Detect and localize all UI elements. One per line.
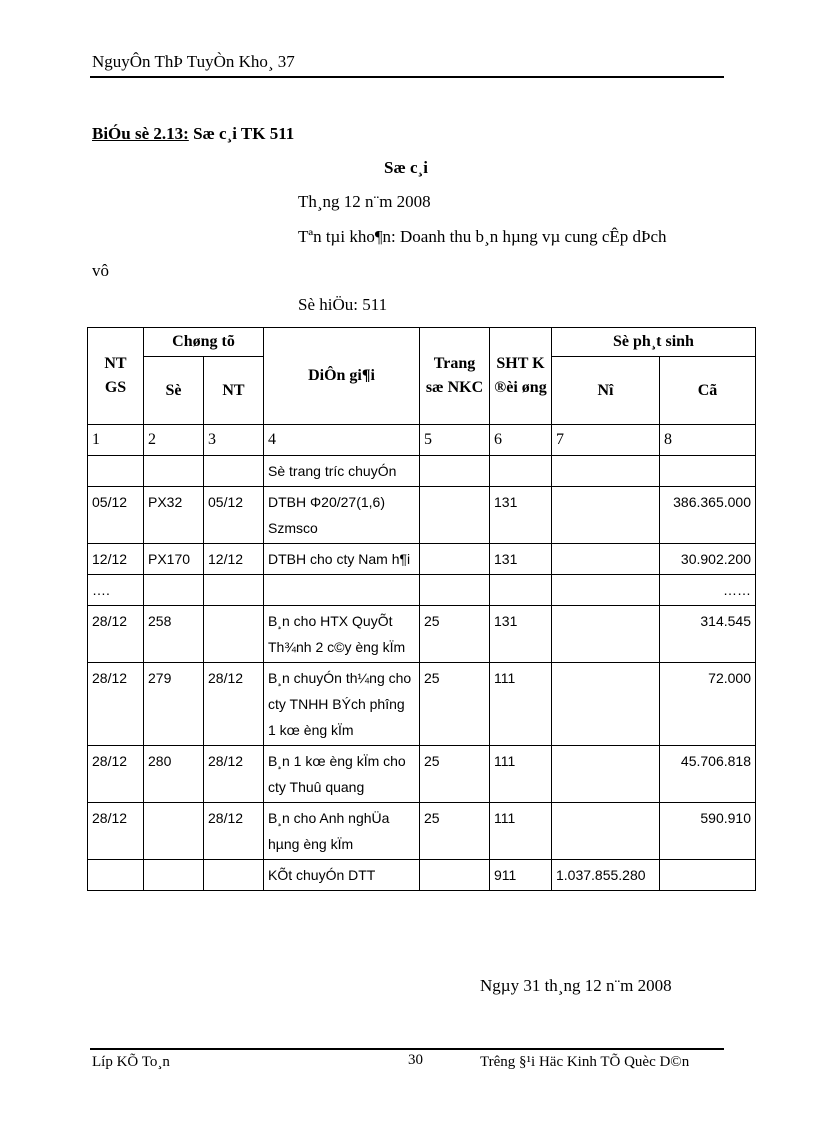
table-row <box>88 803 756 860</box>
cell-dien-giai: KÕt chuyÓn DTT <box>264 860 420 891</box>
cell-nt-gs <box>88 456 144 487</box>
cell-shtk <box>490 575 552 606</box>
cell-no <box>552 803 660 860</box>
cell-nt <box>204 606 264 663</box>
cell-shtk: 111 <box>490 663 552 746</box>
cell-so: PX32 <box>144 487 204 544</box>
figure-title: Sæ c¸i TK 511 <box>188 124 295 143</box>
header-nt-gs: NT GS <box>88 328 144 425</box>
footer-divider <box>90 1048 724 1050</box>
cell-nt <box>204 456 264 487</box>
cell-trang-so <box>420 487 490 544</box>
cell-trang-so <box>420 860 490 891</box>
cell-so: PX170 <box>144 544 204 575</box>
cell-dien-giai: Sè trang tríc chuyÓn <box>264 456 420 487</box>
figure-caption <box>92 124 294 144</box>
account-name-line1: Tªn tµi kho¶n: Doanh thu b¸n hµng vµ cung cÊp dÞch <box>298 227 667 246</box>
cell-trang-so: 25 <box>420 803 490 860</box>
cell-so <box>144 456 204 487</box>
cell-shtk: 111 <box>490 746 552 803</box>
cell-nt: 28/12 <box>204 803 264 860</box>
figure-label: BiÓu sè 2.13: <box>92 124 189 143</box>
cell-trang-so: 25 <box>420 746 490 803</box>
cell-no <box>552 746 660 803</box>
cell-nt <box>204 575 264 606</box>
cell-so: 279 <box>144 663 204 746</box>
cell-shtk: 131 <box>490 606 552 663</box>
cell-nt-gs: 28/12 <box>88 803 144 860</box>
cell-so: 280 <box>144 746 204 803</box>
cell-dien-giai: DTBH Φ20/27(1,6) Szmsco <box>264 487 420 544</box>
cell-so: 258 <box>144 606 204 663</box>
cell-co <box>660 456 756 487</box>
column-number-row <box>88 425 756 456</box>
cell-nt-gs: 28/12 <box>88 746 144 803</box>
cell-shtk: 131 <box>490 487 552 544</box>
cell-co: 72.000 <box>660 663 756 746</box>
column-number: 4 <box>264 425 420 456</box>
cell-co: 45.706.818 <box>660 746 756 803</box>
header-divider <box>90 76 724 78</box>
footer-class: Líp KÕ To¸n <box>92 1054 170 1070</box>
cell-shtk: 131 <box>490 544 552 575</box>
table-row <box>88 544 756 575</box>
cell-nt-gs: 12/12 <box>88 544 144 575</box>
cell-nt-gs <box>88 860 144 891</box>
cell-co: 314.545 <box>660 606 756 663</box>
cell-nt-gs: 28/12 <box>88 606 144 663</box>
cell-shtk: 911 <box>490 860 552 891</box>
cell-trang-so <box>420 456 490 487</box>
cell-nt-gs: …. <box>88 575 144 606</box>
cell-co: 386.365.000 <box>660 487 756 544</box>
header-row-1 <box>88 328 756 357</box>
column-number: 8 <box>660 425 756 456</box>
cell-no <box>552 544 660 575</box>
cell-co: 30.902.200 <box>660 544 756 575</box>
account-number: Sè hiÖu: 511 <box>298 295 388 314</box>
cell-trang-so: 25 <box>420 663 490 746</box>
cell-nt: 05/12 <box>204 487 264 544</box>
table-row <box>88 487 756 544</box>
footer-university: Trêng §¹i Häc Kinh TÕ Quèc D©n <box>480 1054 690 1070</box>
cell-trang-so: 25 <box>420 606 490 663</box>
header-trang-so: Trang sæ NKC <box>420 328 490 425</box>
cell-dien-giai: B¸n cho HTX QuyÕt Th¾nh 2 c©y èng kÏm <box>264 606 420 663</box>
column-number: 1 <box>88 425 144 456</box>
cell-nt: 12/12 <box>204 544 264 575</box>
ledger-month: Th¸ng 12 n¨m 2008 <box>298 192 431 211</box>
header-chung-tu: Chøng tõ <box>144 328 264 357</box>
table-row <box>88 456 756 487</box>
cell-so <box>144 575 204 606</box>
table-row <box>88 575 756 606</box>
cell-dien-giai: B¸n cho Anh nghÜa hµng èng kÏm <box>264 803 420 860</box>
table-row <box>88 663 756 746</box>
column-number: 6 <box>490 425 552 456</box>
cell-dien-giai: DTBH cho cty Nam h¶i <box>264 544 420 575</box>
cell-dien-giai: B¸n 1 kœ èng kÏm cho cty Thuû quang <box>264 746 420 803</box>
cell-so <box>144 860 204 891</box>
cell-trang-so <box>420 544 490 575</box>
column-number: 7 <box>552 425 660 456</box>
cell-co <box>660 860 756 891</box>
page-number: 30 <box>408 1052 423 1068</box>
header-co: Cã <box>660 357 756 425</box>
cell-no <box>552 663 660 746</box>
header-shtk: SHT K ®èi øng <box>490 328 552 425</box>
column-number: 5 <box>420 425 490 456</box>
header-nt: NT <box>204 357 264 425</box>
general-ledger-table <box>87 327 756 891</box>
cell-no: 1.037.855.280 <box>552 860 660 891</box>
cell-nt-gs: 28/12 <box>88 663 144 746</box>
ledger-title: Sæ c¸i <box>384 158 428 177</box>
cell-nt-gs: 05/12 <box>88 487 144 544</box>
cell-co: 590.910 <box>660 803 756 860</box>
header-so-phat-sinh: Sè ph¸t sinh <box>552 328 756 357</box>
cell-so <box>144 803 204 860</box>
cell-no <box>552 575 660 606</box>
column-number: 2 <box>144 425 204 456</box>
cell-dien-giai: B¸n chuyÓn th¼ng cho cty TNHH BÝch phîng 1 kœ èng kÏm <box>264 663 420 746</box>
signature-date: Ngµy 31 th¸ng 12 n¨m 2008 <box>480 976 672 995</box>
table-row <box>88 860 756 891</box>
cell-nt: 28/12 <box>204 663 264 746</box>
account-name-line2: vô <box>92 261 109 280</box>
header-so: Sè <box>144 357 204 425</box>
cell-trang-so <box>420 575 490 606</box>
cell-no <box>552 606 660 663</box>
cell-shtk <box>490 456 552 487</box>
cell-nt <box>204 860 264 891</box>
cell-shtk: 111 <box>490 803 552 860</box>
header-dien-giai: DiÔn gi¶i <box>264 328 420 425</box>
cell-no <box>552 487 660 544</box>
column-number: 3 <box>204 425 264 456</box>
cell-no <box>552 456 660 487</box>
cell-co: …… <box>660 575 756 606</box>
table-row <box>88 746 756 803</box>
header-no: Nî <box>552 357 660 425</box>
page-header-author: NguyÔn ThÞ TuyÒn Kho¸ 37 <box>92 52 295 71</box>
cell-nt: 28/12 <box>204 746 264 803</box>
table-row <box>88 606 756 663</box>
cell-dien-giai <box>264 575 420 606</box>
